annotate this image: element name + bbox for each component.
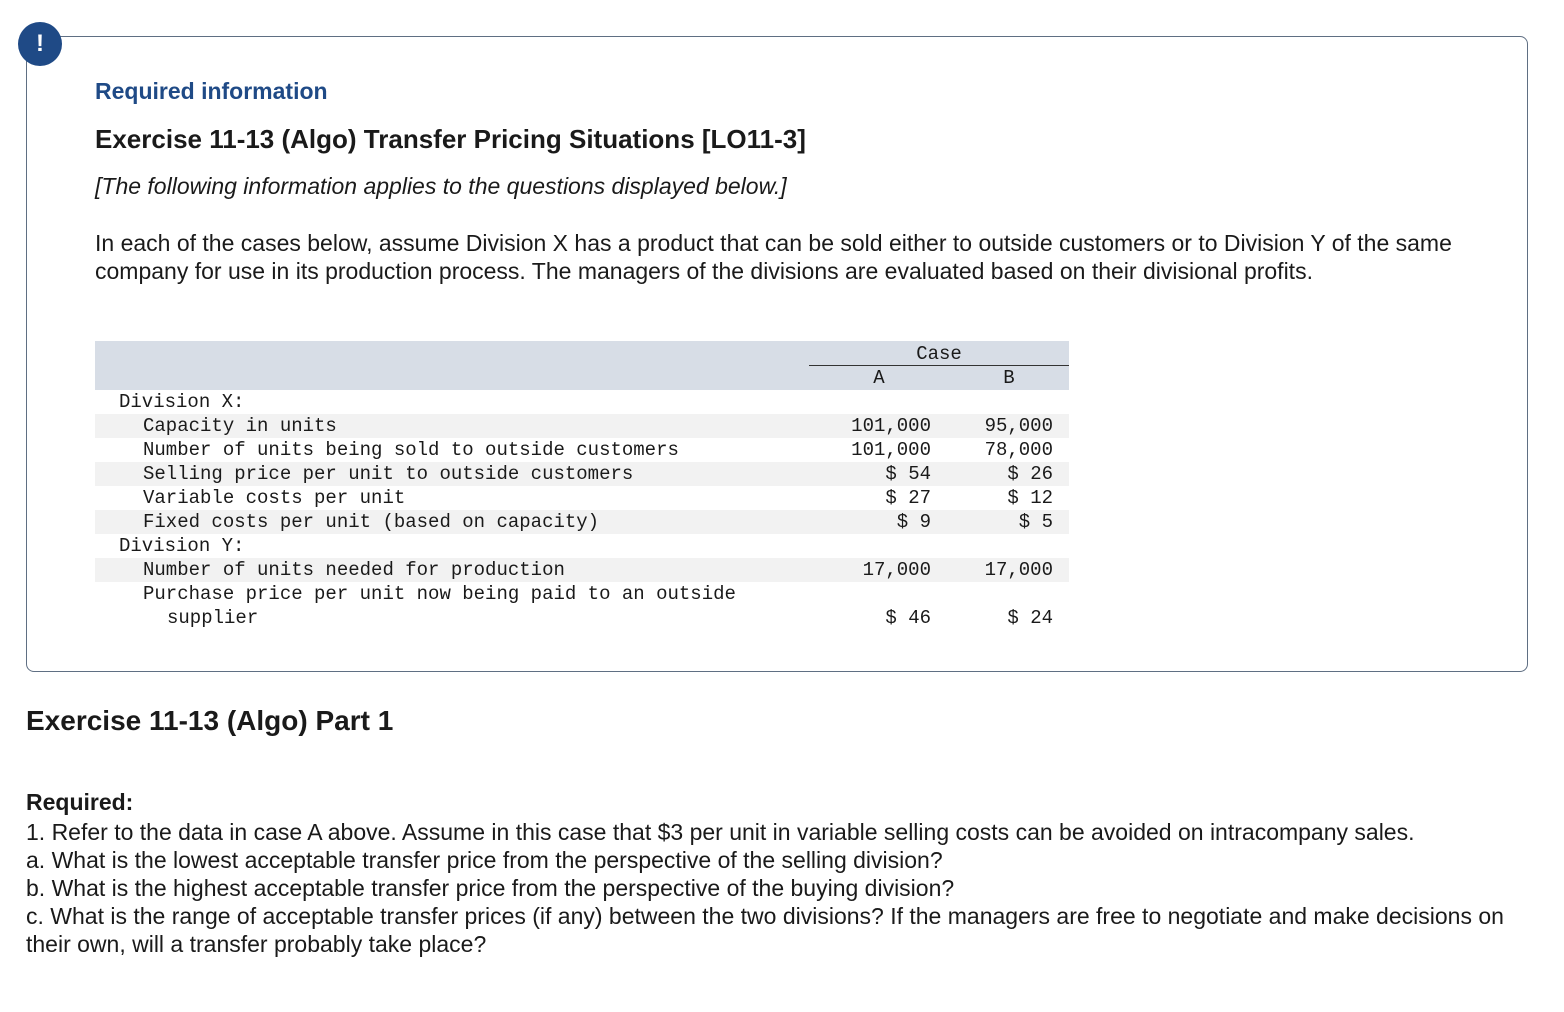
table-row [95, 510, 1069, 534]
table-header [95, 341, 1069, 390]
row-label: Purchase price per unit now being paid to an outside [143, 583, 736, 605]
cell-case-b: $ 12 [1007, 487, 1053, 509]
row-label: Division X: [119, 391, 245, 413]
cell-case-a: $ 46 [885, 607, 931, 629]
cell-case-a: 101,000 [851, 415, 931, 437]
row-label: Number of units needed for production [143, 559, 565, 581]
exercise-title: Exercise 11-13 (Algo) Transfer Pricing Situations [LO11-3] [95, 124, 806, 154]
row-label: Number of units being sold to outside customers [143, 439, 679, 461]
case-data-table [95, 341, 1069, 630]
part-title: Exercise 11-13 (Algo) Part 1 [26, 705, 394, 736]
row-label: Fixed costs per unit (based on capacity) [143, 511, 600, 533]
cell-case-a: 101,000 [851, 439, 931, 461]
table-row [95, 462, 1069, 486]
column-header-a: A [873, 367, 885, 389]
cell-case-a: $ 27 [885, 487, 931, 509]
question-1: 1. Refer to the data in case A above. Assume in this case that $3 per unit in variable selling costs can be avoided on intracompany sales. [26, 819, 1415, 845]
row-label: Variable costs per unit [143, 487, 406, 509]
row-label: Division Y: [119, 535, 245, 557]
required-info-heading: Required information [95, 78, 328, 104]
cell-case-b: $ 24 [1007, 607, 1053, 629]
case-header: Case [809, 341, 1069, 366]
table-row-division-x [95, 390, 1069, 414]
table-row [95, 438, 1069, 462]
cell-case-b: 17,000 [984, 559, 1053, 581]
cell-case-a: 17,000 [862, 559, 931, 581]
alert-icon: ! [18, 22, 62, 66]
cell-case-a: $ 54 [885, 463, 931, 485]
column-header-b: B [1003, 367, 1015, 389]
row-label-continued: supplier [167, 607, 259, 629]
row-label: Selling price per unit to outside customers [143, 463, 634, 485]
table-row [95, 558, 1069, 582]
question-a: a. What is the lowest acceptable transfer price from the perspective of the selling division? [26, 847, 943, 873]
intro-paragraph: In each of the cases below, assume Division X has a product that can be sold either to outside customers or to Division Y of the same company for use in its production process. The managers of the divisions are evaluated based on their divisional profits. [95, 230, 1452, 284]
row-label: Capacity in units [143, 415, 337, 437]
required-label: Required: [26, 789, 134, 815]
info-subnote: [The following information applies to the questions displayed below.] [95, 173, 787, 199]
question-b: b. What is the highest acceptable transfer price from the perspective of the buying division? [26, 875, 955, 901]
question-c: c. What is the range of acceptable transfer prices (if any) between the two divisions? If the managers are free to negotiate and make decisions on their own, will a transfer probably take place? [26, 903, 1504, 957]
table-row [95, 486, 1069, 510]
table-row [95, 414, 1069, 438]
table-row-division-y [95, 534, 1069, 558]
cell-case-b: $ 26 [1007, 463, 1053, 485]
cell-case-a: $ 9 [896, 511, 931, 533]
cell-case-b: 95,000 [984, 415, 1053, 437]
cell-case-b: 78,000 [984, 439, 1053, 461]
cell-case-b: $ 5 [1018, 511, 1053, 533]
required-questions [26, 818, 1526, 958]
table-row [95, 582, 1069, 630]
